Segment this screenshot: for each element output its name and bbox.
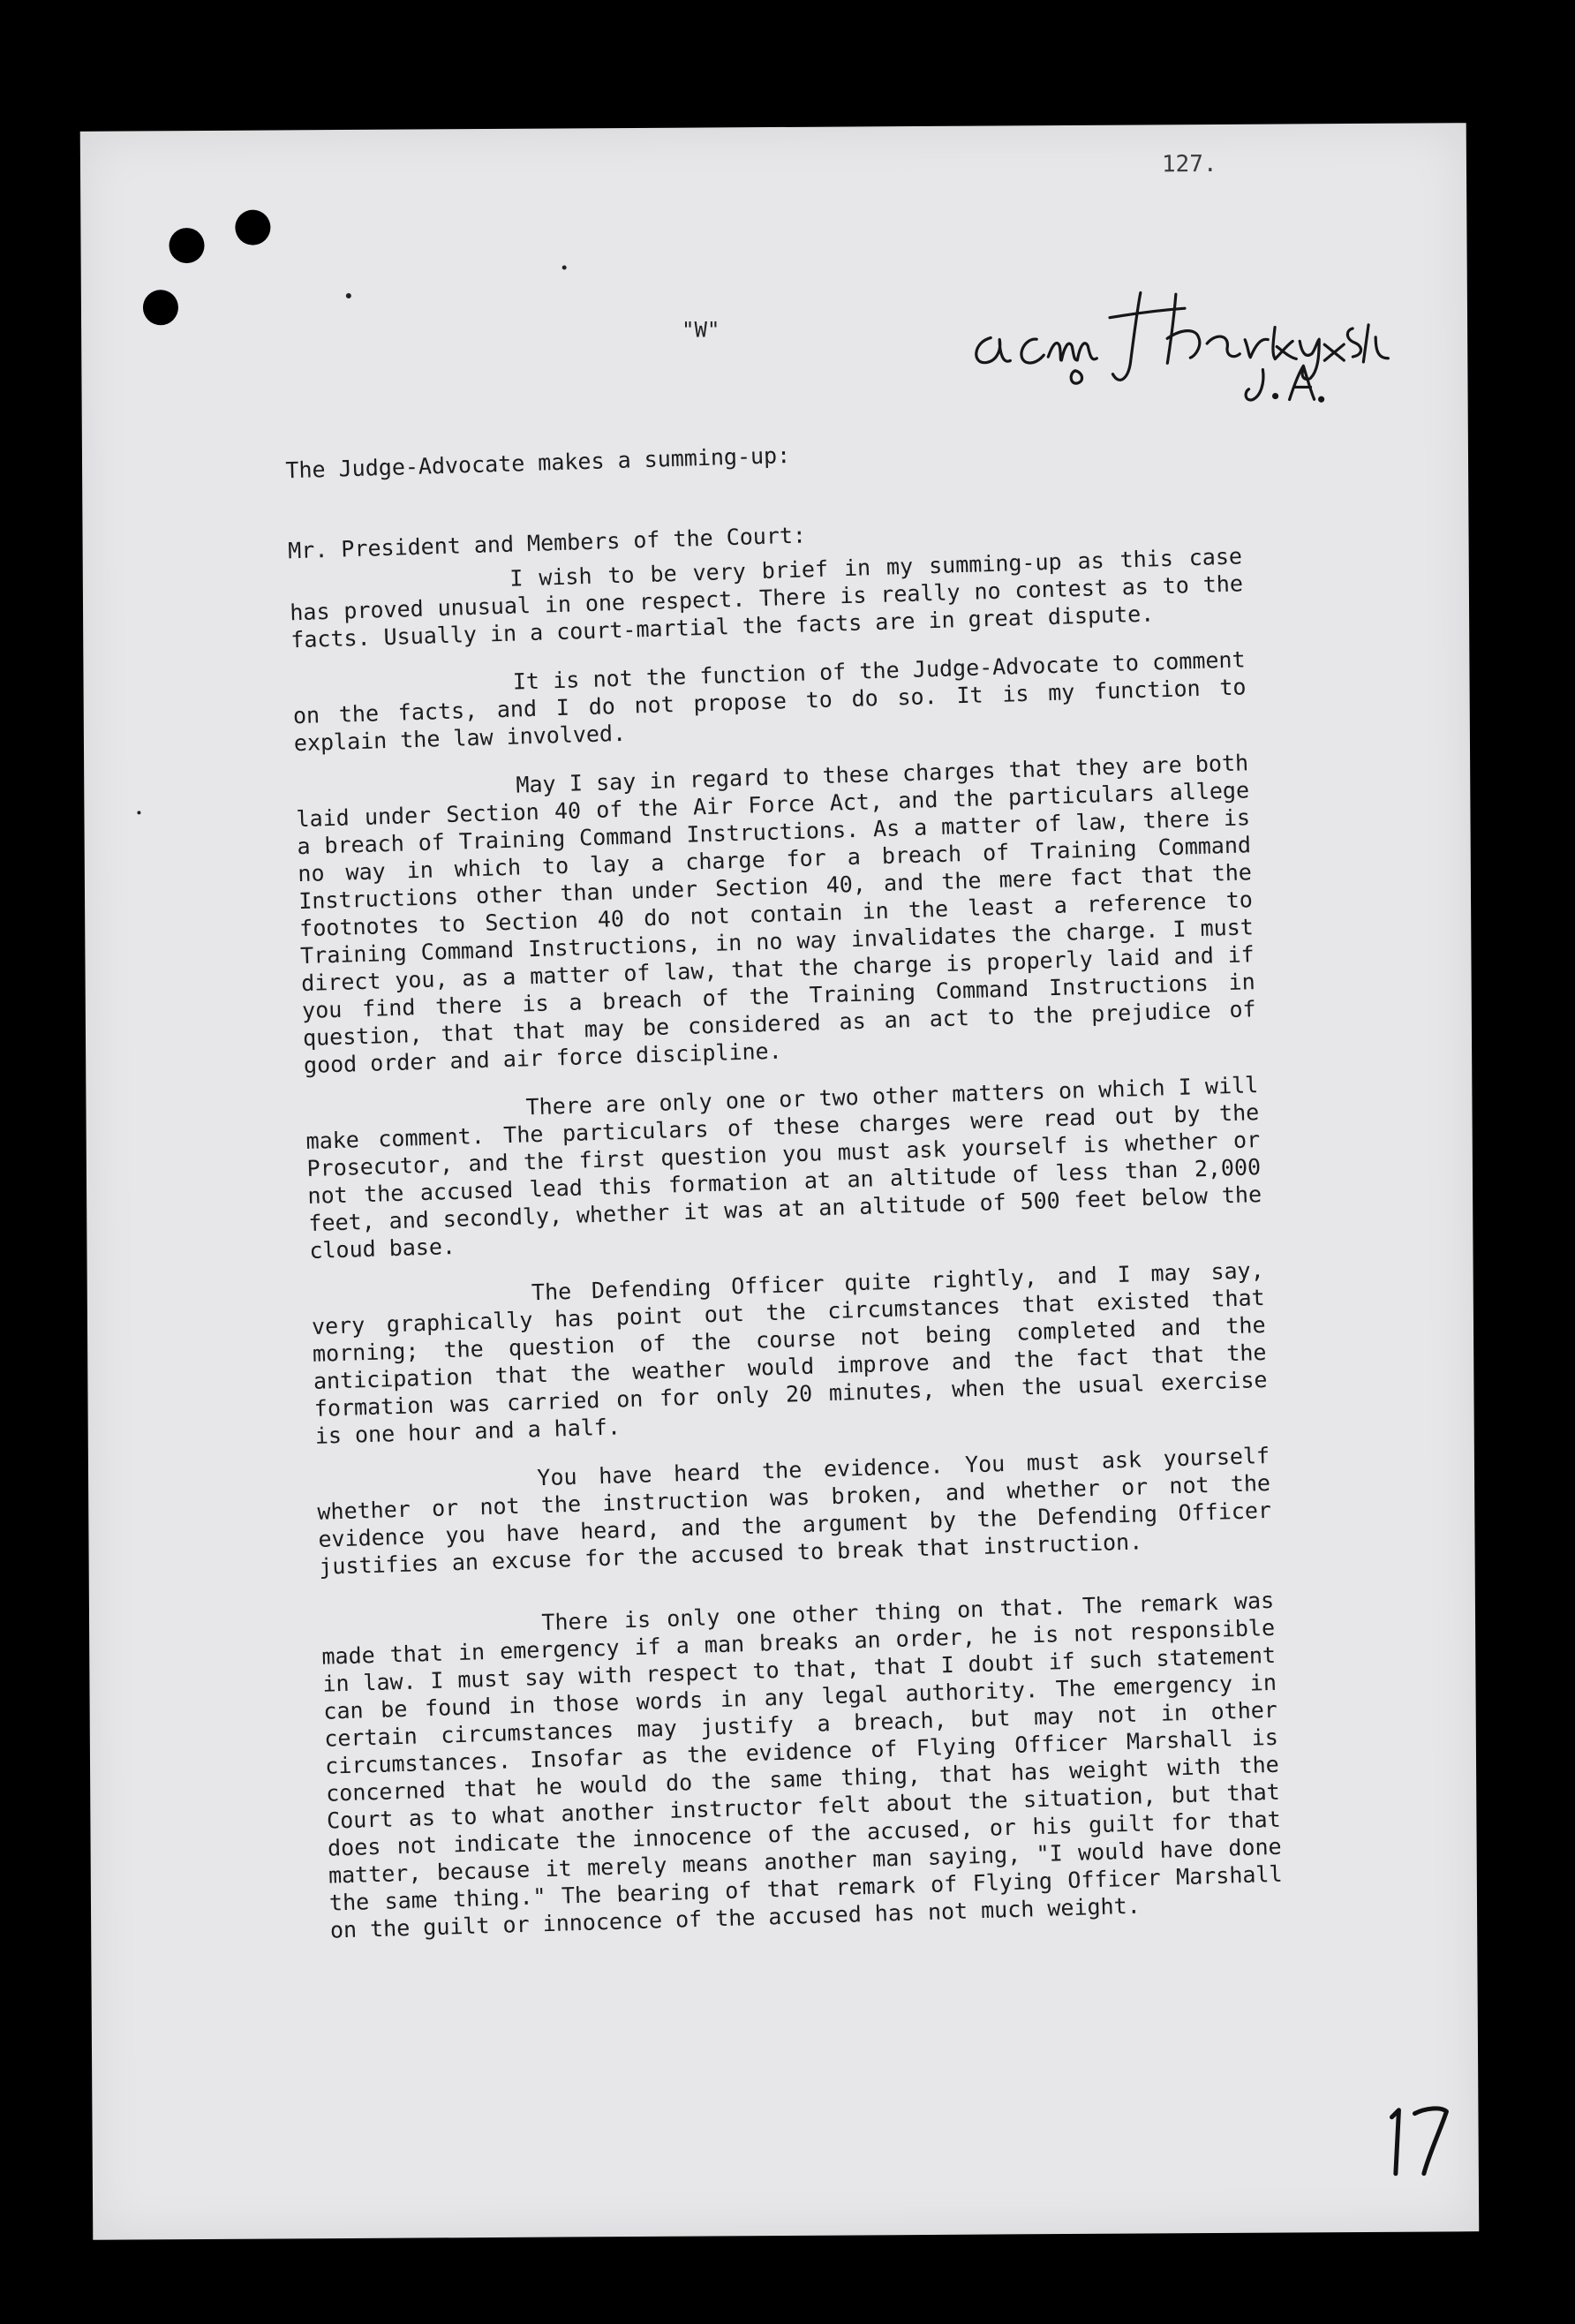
paragraph: There are only one or two other matters on which I will make comment. The particulars of these charges were read out by the Prosecutor, and the first question you must ask yourself is whether or not the accused lead this formation at an altitude of less than 2,000 feet, and secondly, whether it was at an altitude of 500 feet below the cloud base. [305,1072,1262,1264]
paragraph: It is not the function of the Judge-Advocate to comment on the facts, and I do not propose to do so. It is my function to explain the law involved. [292,646,1247,757]
signature [964,274,1406,409]
paragraph: You have heard the evidence. You must ask yourself whether or not the instruction was broken, and whether or not the evidence you have heard, and the argument by the Defending Officer justifies an excuse for the accused to break that instruction. [317,1442,1272,1580]
folio-number [1372,2092,1461,2181]
page-number: 127. [1161,150,1217,178]
paragraph: There is only one other thing on that. The remark was made that in emergency if a man breaks an order, he is not responsible in law. I must say with respect to that, that I doubt if such statement can be found in those words in any legal authority. The emergency in certain circumstances may justify a breach, but may not in other circumstances. Insofar as the evidence of Flying Officer Marshall is concerned that he would do the same thing, that has weight with the Court as to what another instructor felt about the situation, but that does not indicate the innocence of the accused, or his guilt for that matter, because it merely means another man saying, "I would have done the same thing." The bearing of that remark of Flying Officer Marshall on the guilt or innocence of the accused has not much weight. [321,1587,1283,1943]
paragraph: The Defending Officer quite rightly, and I may say, very graphically has point out the circumstances that existed that morning; the question of the course not being completed and the anticipation that the weather would improve and the fact that the formation was carried on for only 20 minutes, when the usual exercise is one hour and a half. [311,1256,1268,1449]
punch-hole [235,210,270,245]
signature-scribble-icon [964,274,1406,409]
summing-up-text [285,427,1285,1965]
exhibit-mark: "W" [682,317,720,343]
handwritten-folio-icon [1372,2092,1461,2181]
document-heading: The Judge-Advocate makes a summing-up: [285,441,791,484]
salutation: Mr. President and Members of the Court: [287,522,807,564]
paragraph: May I say in regard to these charges that they are both laid under Section 40 of the Air Force Act, and the particulars allege a breach of Training Command Instructions. As a matter of law, there is no way in which to lay a charge for a breach of Training Command Instructions other than under Section 40, and the mere fact that the footnotes to Section 40 do not contain in the least a reference to Training Command Instructions, in no way invalidates the charge. I must direct you, as a matter of law, that the charge is properly laid and if you find there is a breach of the Training Command Instructions in question, that that may be considered as an act to the prejudice of good order and air force discipline. [296,750,1257,1079]
punch-hole [143,290,178,325]
ink-speck [562,265,567,269]
ink-speck [137,811,140,814]
ink-speck [346,293,351,298]
punch-hole [169,228,204,263]
paragraph: I wish to be very brief in my summing-up as this case has proved unusual in one respect. There is really no contest as to the facts. Usually in a court-martial the facts are in great dispute. [289,543,1244,653]
document-page [80,123,1480,2240]
